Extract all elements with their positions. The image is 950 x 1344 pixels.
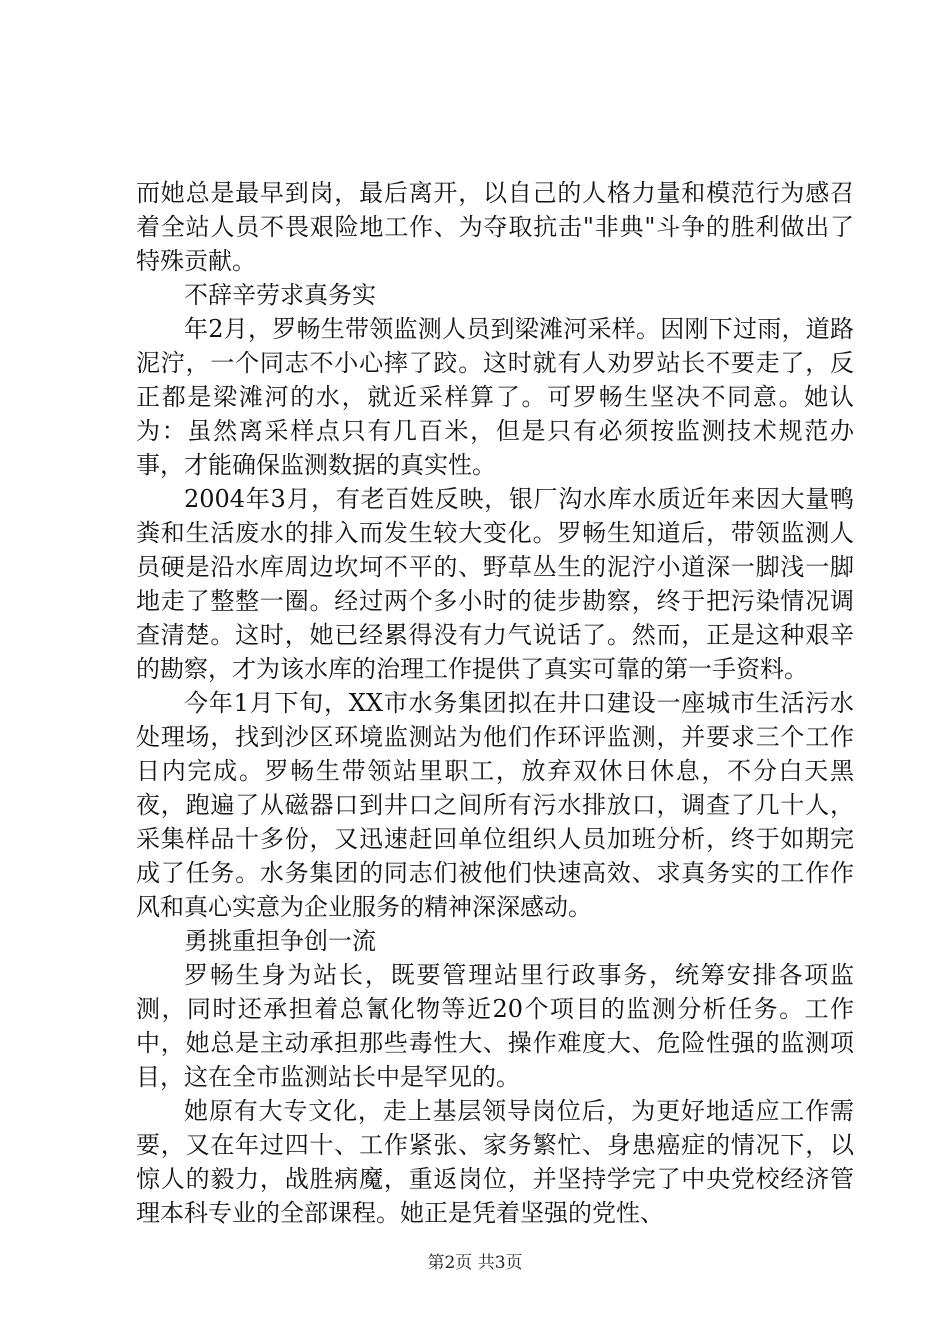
paragraph-1: 而她总是最早到岗，最后离开，以自己的人格力量和模范行为感召着全站人员不畏艰险地工作、为夺取抗击"非典"斗争的胜利做出了特殊贡献。 [136,179,854,275]
paragraph-4: 今年1月下旬，XX市水务集团拟在井口建设一座城市生活污水处理场，找到沙区环境监测站为他们作环评监测，并要求三个工作日内完成。罗畅生带领站里职工，放弃双休日休息，不分白天黑夜，跑遍了从磁器口到井口之间所有污水排放口，调查了几十人，采集样品十多份，又迅速赶回单位组织人员加班分析，终于如期完成了任务。水务集团的同志们被他们快速高效、求真务实的工作作风和真心实意为企业服务的精神深深感动。 [136,689,854,921]
section-heading-1: 不辞辛劳求真务实 [184,281,376,309]
document-body [136,176,854,1230]
page-number-footer: 第2页 共3页 [427,1253,523,1273]
paragraph-2: 年2月，罗畅生带领监测人员到梁滩河采样。因刚下过雨，道路泥泞，一个同志不小心摔了跤。这时就有人劝罗站长不要走了，反正都是梁滩河的水，就近采样算了。可罗畅生坚决不同意。她认为：虽然离采样点只有几百米，但是只有必须按监测技术规范办事，才能确保监测数据的真实性。 [136,315,854,479]
paragraph-6: 她原有大专文化，走上基层领导岗位后，为更好地适应工作需要，又在年过四十、工作紧张、家务繁忙、身患癌症的情况下，以惊人的毅力，战胜病魔，重返岗位，并坚持学完了中央党校经济管理本科专业的全部课程。她正是凭着坚强的党性、 [136,1097,854,1227]
paragraph-5: 罗畅生身为站长，既要管理站里行政事务，统筹安排各项监测，同时还承担着总氰化物等近20个项目的监测分析任务。工作中，她总是主动承担那些毒性大、操作难度大、危险性强的监测项目，这在全市监测站长中是罕见的。 [136,961,854,1091]
paragraph-3: 2004年3月，有老百姓反映，银厂沟水库水质近年来因大量鸭粪和生活废水的排入而发生较大变化。罗畅生知道后，带领监测人员硬是沿水库周边坎坷不平的、野草丛生的泥泞小道深一脚浅一脚地走了整整一圈。经过两个多小时的徒步勘察，终于把污染情况调查清楚。这时，她已经累得没有力气说话了。然而，正是这种艰辛的勘察，才为该水库的治理工作提供了真实可靠的第一手资料。 [136,485,854,683]
section-heading-2: 勇挑重担争创一流 [184,927,376,955]
